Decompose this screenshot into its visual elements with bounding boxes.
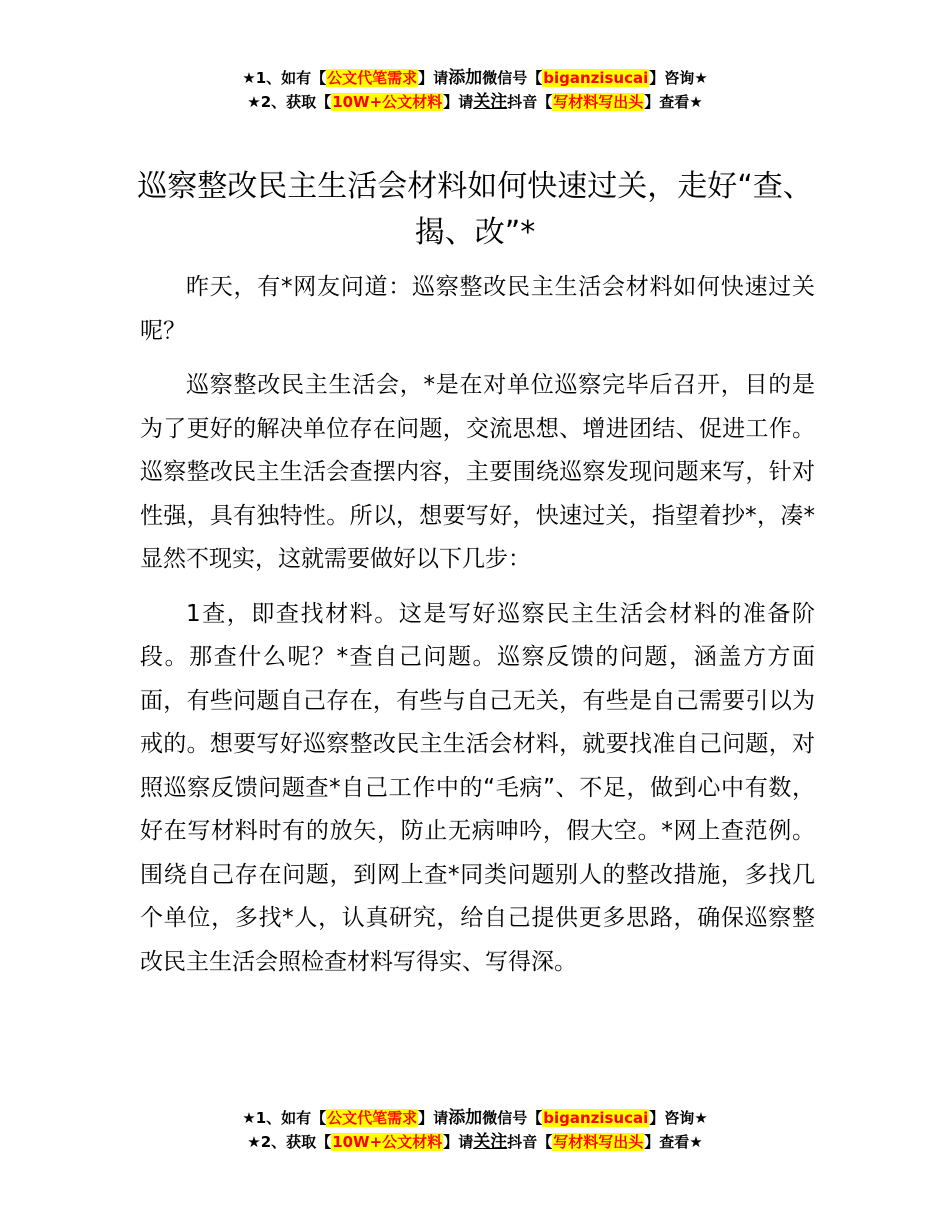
banner-text: 】查看★ [644, 93, 703, 111]
highlight-service: 公文代笔需求 [327, 1109, 418, 1127]
paragraph-3: 1查，即查找材料。这是写好巡察民主生活会材料的准备阶段。那查什么呢？*查自己问题。巡察反馈的问题，涵盖方方面面，有些问题自己存在，有些与自己无关，有些是自己需要引以为戒的。想要写好巡察整改民主生活会材料，就要找准自己问题，对照巡察反馈问题查*自己工作中的“毛病”、不足，做到心中有数，好在写材料时有的放矢，防止无病呻吟，假大空。*网上查范例。围绕自己存在问题，到网上查*同类问题别人的整改措施，多找几个单位，多找*人，认真研究，给自己提供更多思路，确保巡察整改民主生活会照检查材料写得实、写得深。 [140, 600, 815, 975]
highlight-douyin-account: 写材料写出头 [553, 1133, 644, 1151]
highlight-materials: 10W+公文材料 [332, 93, 443, 111]
banner-text: 】请 [443, 93, 474, 111]
banner-line-1 [0, 1106, 950, 1130]
paragraph-1: 昨天，有*网友问道：巡察整改民主生活会材料如何快速过关呢？ [140, 274, 815, 344]
footer-banner [0, 1106, 950, 1154]
banner-text: 】咨询★ [649, 69, 708, 87]
banner-text: 微信号【 [482, 1109, 543, 1127]
highlight-wechat-id: biganzisucai [543, 1109, 649, 1127]
highlight-douyin-account: 写材料写出头 [553, 93, 644, 111]
banner-line-1 [0, 66, 950, 90]
banner-text: 】咨询★ [649, 1109, 708, 1127]
highlight-service: 公文代笔需求 [327, 69, 418, 87]
banner-text: 微信号【 [482, 69, 543, 87]
document-title: 巡察整改民主生活会材料如何快速过关，走好“查、揭、改”* [137, 169, 813, 250]
banner-text: ★1、如有【 [242, 1109, 327, 1127]
banner-text: ★2、获取【 [247, 93, 332, 111]
banner-text-add: 添加 [448, 1108, 483, 1128]
banner-text: 抖音【 [507, 1133, 553, 1151]
document-body [140, 266, 815, 995]
banner-text-add: 添加 [448, 68, 483, 88]
banner-text: 】查看★ [644, 1133, 703, 1151]
banner-text-follow: 关注 [473, 92, 508, 112]
banner-text: ★1、如有【 [242, 69, 327, 87]
banner-text: 】请 [443, 1133, 474, 1151]
banner-text: 抖音【 [507, 93, 553, 111]
paragraph-2: 巡察整改民主生活会，*是在对单位巡察完毕后召开，目的是为了更好的解决单位存在问题，交流思想、增进团结、促进工作。巡察整改民主生活会查摆内容，主要围绕巡察发现问题来写，针对性强，具有独特性。所以，想要写好，快速过关，指望着抄*，凑*显然不现实，这就需要做好以下几步： [140, 372, 815, 572]
banner-text-follow: 关注 [473, 1132, 508, 1152]
banner-text: ★2、获取【 [247, 1133, 332, 1151]
highlight-materials: 10W+公文材料 [332, 1133, 443, 1151]
banner-text: 】请 [418, 69, 449, 87]
banner-line-2 [0, 1130, 950, 1154]
banner-line-2 [0, 90, 950, 114]
banner-text: 】请 [418, 1109, 449, 1127]
highlight-wechat-id: biganzisucai [543, 69, 649, 87]
header-banner [0, 66, 950, 114]
